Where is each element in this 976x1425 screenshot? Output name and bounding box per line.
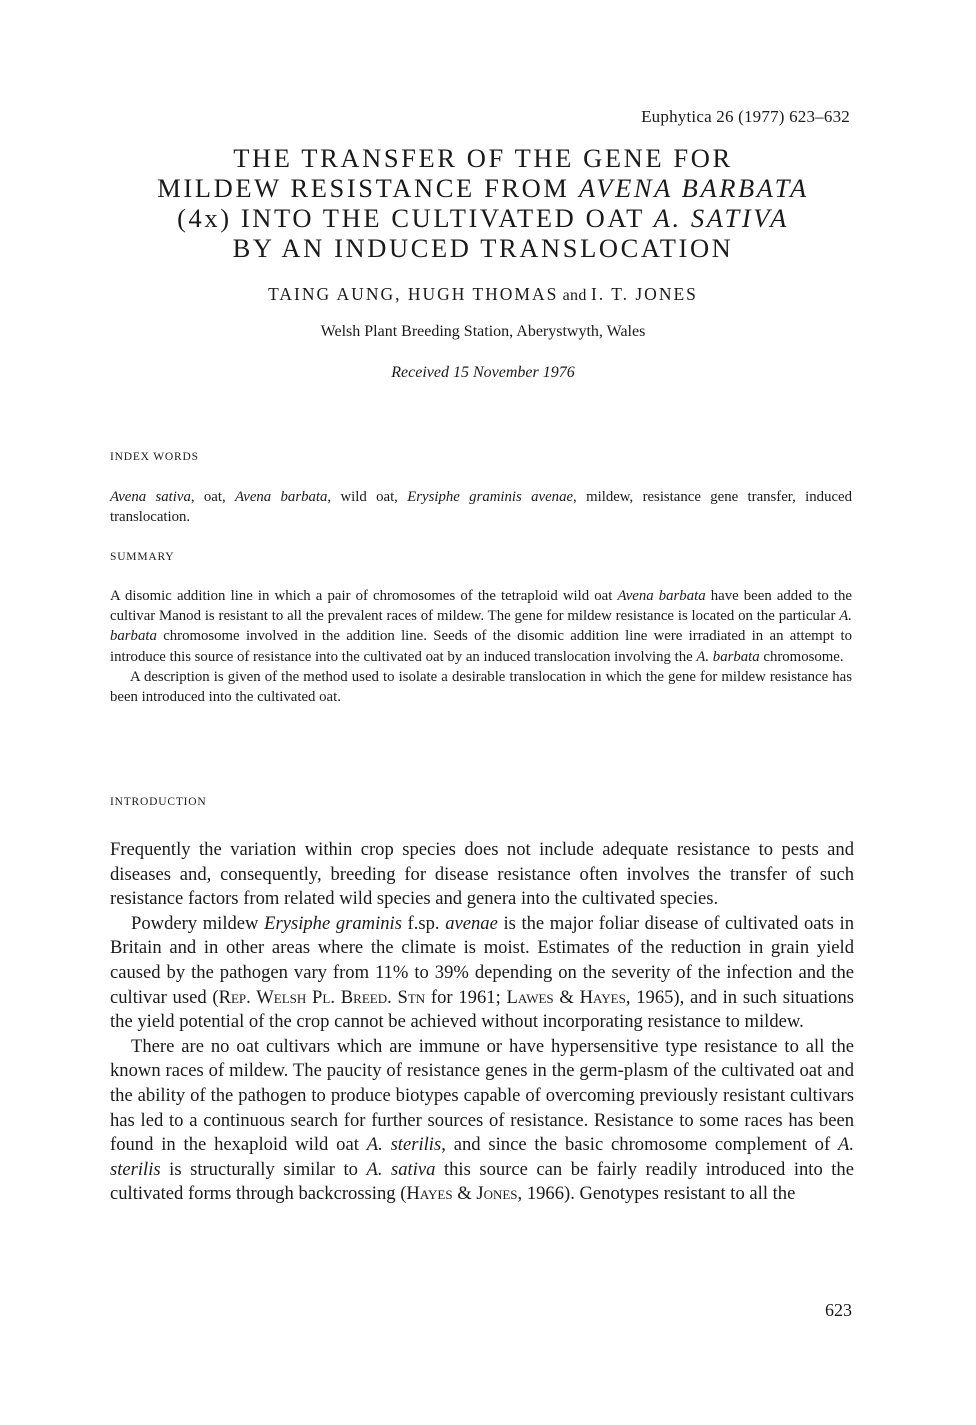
article-title	[100, 143, 866, 263]
affiliation: Welsh Plant Breeding Station, Aberystwyth, Wales	[320, 323, 646, 340]
summary-heading: SUMMARY	[110, 551, 175, 563]
title-line-4: BY AN INDUCED TRANSLOCATION	[232, 233, 734, 263]
intro-paragraph-2: Powdery mildew Erysiphe graminis f.sp. avenae is the major foliar disease of cultivated oats in Britain and in other areas where the climate is moist. Estimates of the reduction in grain yield caused by the pathogen vary from 11% to 39% depending on the severity of the infection and the cultivar used (Rep. Welsh Pl. Breed. Stn for 1961; Lawes & Hayes, 1965), and in such situations the yield potential of the crop cannot be achieved without incorporating resistance to mildew.	[110, 912, 854, 1033]
summary-text: A disomic addition line in which a pair of chromosomes of the tetraploid wild oat Avena barbata have been added to the cultivar Manod is resistant to all the prevalent races of mildew. The gene for mildew resistance is located on the particular A. barbata chromosome involved in the addition line. Seeds of the disomic addition line were irradiated in an attempt to introduce this source of resistance into the cultivated oat by an induced translocation involving the A. barbata chromosome. A description is given of the method used to isolate a desirable translocation in which the gene for mildew resistance has been introduced into the cultivated oat.	[110, 588, 852, 706]
intro-paragraph-1: Frequently the variation within crop species does not include adequate resistance to pests and diseases and, consequently, breeding for disease resistance often involves the transfer of such resistance factors from related wild species and genera into the cultivated species.	[110, 839, 854, 910]
title-line-1: THE TRANSFER OF THE GENE FOR	[233, 143, 733, 173]
intro-paragraph-3: There are no oat cultivars which are immune or have hypersensitive type resistance to all the known races of mildew. The paucity of resistance genes in the germ-plasm of the cultivated oat and the ability of the pathogen to produce biotypes capable of overcoming previously resistant cultivars has led to a continuous search for further sources of resistance. Resistance to some races has been found in the hexaploid wild oat A. sterilis, and since the basic chromosome complement of A. sterilis is structurally similar to A. sativa this source can be fairly readily introduced into the cultivated forms through backcrossing (Hayes & Jones, 1966). Genotypes resistant to all the	[110, 1035, 855, 1205]
title-line-2: MILDEW RESISTANCE FROM AVENA BARBATA	[157, 173, 809, 203]
introduction-text	[110, 838, 854, 1207]
index-words-text: Avena sativa, oat, Avena barbata, wild oat, Erysiphe graminis avenae, mildew, resistance gene transfer, induced translocation.	[110, 489, 853, 526]
title-line-3: (4x) INTO THE CULTIVATED OAT A. SATIVA	[177, 203, 789, 233]
page-number: 623	[825, 1300, 852, 1320]
received-date: Received 15 November 1976	[391, 364, 575, 381]
authors: TAING AUNG, HUGH THOMAS and I. T. JONES	[268, 284, 698, 304]
journal-reference: Euphytica 26 (1977) 623–632	[641, 107, 850, 126]
introduction-heading: INTRODUCTION	[110, 796, 207, 808]
index-words-heading: INDEX WORDS	[110, 451, 199, 463]
